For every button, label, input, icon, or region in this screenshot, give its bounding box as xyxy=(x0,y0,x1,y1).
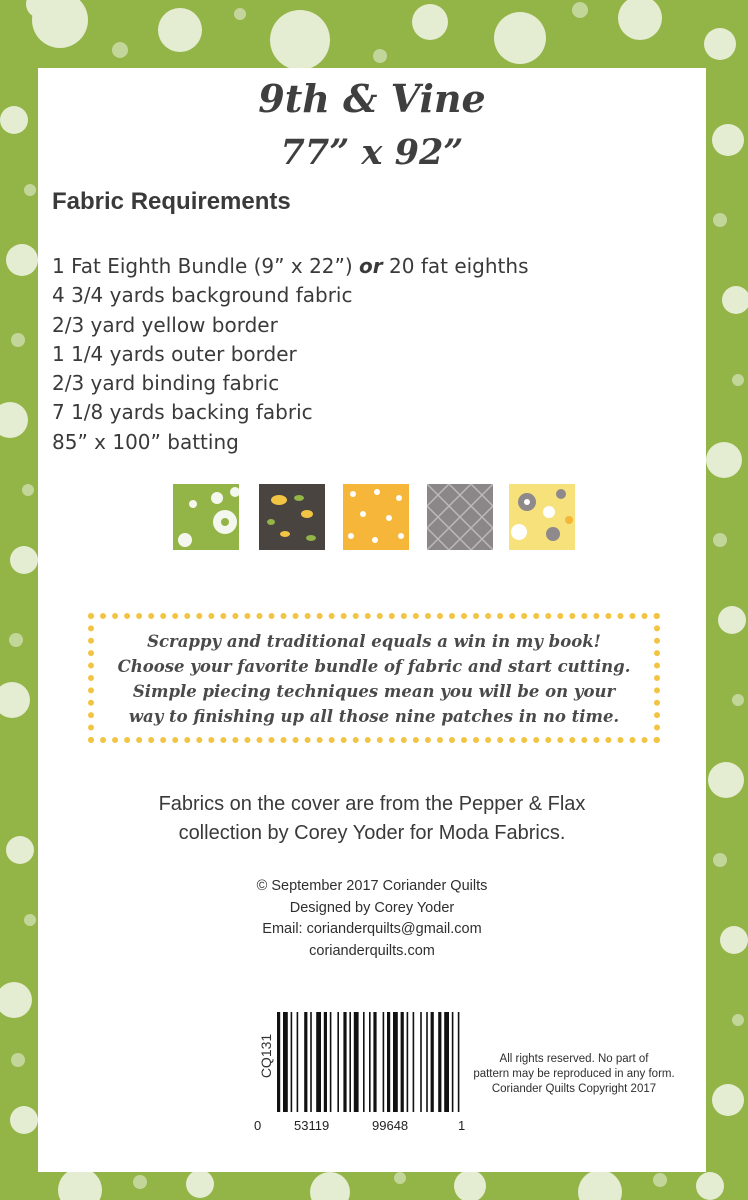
designer-line: Designed by Corey Yoder xyxy=(289,899,455,916)
sku-code: CQ131 xyxy=(258,1033,275,1079)
requirement-item: 85” x 100” batting xyxy=(52,429,239,454)
cover-fabric-note: Fabrics on the cover are from the Pepper & Flax collection by Corey Yoder for Moda Fabrics. xyxy=(158,793,586,844)
swatch-charcoal-leaf xyxy=(259,484,325,550)
credits xyxy=(38,876,706,962)
barcode-block: CQ131 0 53119 99648 1 xyxy=(250,1012,490,1140)
requirement-item: 1 Fat Eighth Bundle (9” x 22”) or 20 fat eighths xyxy=(52,254,529,278)
email-line: Email: corianderquilts@gmail.com xyxy=(262,921,482,937)
requirement-item: 2/3 yard yellow border xyxy=(52,312,278,337)
requirement-item: 2/3 yard binding fabric xyxy=(52,371,280,396)
website-line: corianderquilts.com xyxy=(309,942,435,959)
swatch-green-floral xyxy=(173,484,239,550)
swatch-gray-lattice xyxy=(427,484,493,550)
swatch-yellow-bee xyxy=(343,484,409,550)
description-line: way to finishing up all those nine patches in no time. xyxy=(128,707,620,726)
description-line: Simple piecing techniques mean you will be on your xyxy=(132,682,616,701)
description-line: Scrappy and traditional equals a win in my book! xyxy=(147,632,601,651)
fabric-requirements-list xyxy=(52,252,529,457)
requirement-item: 7 1/8 yards backing fabric xyxy=(52,400,313,425)
swatch-light-yellow-floral xyxy=(509,484,575,550)
content-panel xyxy=(38,68,706,1172)
pattern-title: 9th & Vine xyxy=(258,76,486,121)
requirement-item: 1 1/4 yards outer border xyxy=(52,341,297,366)
requirement-item: 4 3/4 yards background fabric xyxy=(52,283,353,308)
description-line: Choose your favorite bundle of fabric and start cutting. xyxy=(117,657,631,676)
copyright-line: © September 2017 Coriander Quilts xyxy=(256,878,488,894)
rights-notice: All rights reserved. No part of pattern may be reproduced in any form. Coriander Quilts Copyright 2017 xyxy=(473,1053,675,1095)
description-text xyxy=(94,619,654,729)
barcode xyxy=(275,1012,465,1114)
pattern-size: 77” x 92” xyxy=(280,132,464,173)
fabric-requirements-heading: Fabric Requirements xyxy=(52,188,291,215)
description-box xyxy=(88,613,660,743)
